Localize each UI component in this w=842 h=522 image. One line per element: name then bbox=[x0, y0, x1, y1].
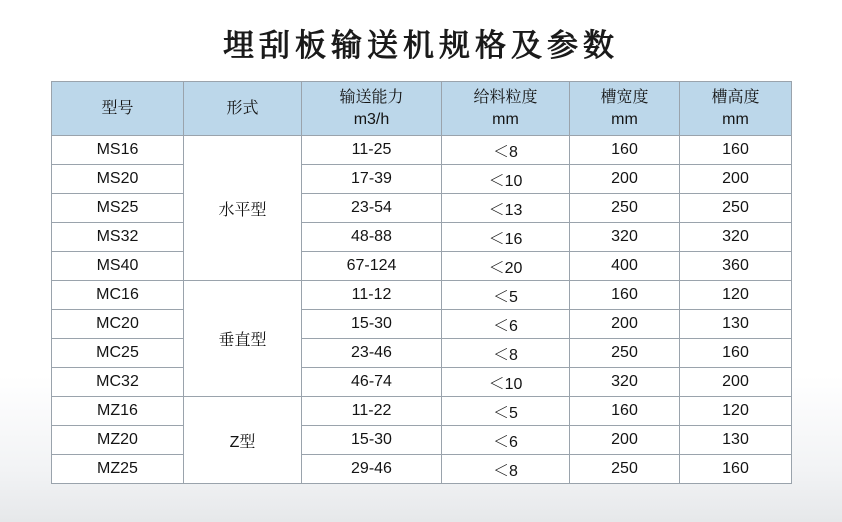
cell-capacity: 23-46 bbox=[302, 339, 442, 368]
cell-groove-width: 320 bbox=[570, 223, 680, 252]
cell-capacity: 15-30 bbox=[302, 426, 442, 455]
cell-capacity: 17-39 bbox=[302, 165, 442, 194]
table-header bbox=[52, 82, 792, 136]
table-row bbox=[52, 136, 792, 165]
table-row bbox=[52, 281, 792, 310]
cell-groove-height: 360 bbox=[680, 252, 792, 281]
table-row bbox=[52, 310, 792, 339]
table-row bbox=[52, 426, 792, 455]
cell-groove-height: 320 bbox=[680, 223, 792, 252]
cell-groove-width: 160 bbox=[570, 136, 680, 165]
cell-model: MC20 bbox=[52, 310, 184, 339]
table-row bbox=[52, 368, 792, 397]
column-header-form-line1: 形式 bbox=[226, 99, 259, 117]
cell-model: MC25 bbox=[52, 339, 184, 368]
cell-groove-width: 250 bbox=[570, 194, 680, 223]
cell-groove-height: 200 bbox=[680, 165, 792, 194]
cell-groove-width: 250 bbox=[570, 339, 680, 368]
cell-form-group: Z型 bbox=[184, 397, 302, 484]
cell-groove-height: 250 bbox=[680, 194, 792, 223]
cell-granularity: ＜5 bbox=[442, 397, 570, 426]
cell-groove-height: 130 bbox=[680, 310, 792, 339]
table-header-row bbox=[52, 82, 792, 136]
cell-groove-width: 320 bbox=[570, 368, 680, 397]
cell-model: MS32 bbox=[52, 223, 184, 252]
cell-groove-width: 200 bbox=[570, 310, 680, 339]
cell-form-group: 垂直型 bbox=[184, 281, 302, 397]
column-header-form bbox=[184, 82, 302, 136]
specification-table bbox=[51, 81, 792, 484]
column-header-model-line1: 型号 bbox=[101, 99, 134, 117]
cell-groove-height: 200 bbox=[680, 368, 792, 397]
column-header-groove-height-line1: 槽高度 bbox=[711, 88, 760, 106]
cell-capacity: 11-12 bbox=[302, 281, 442, 310]
cell-capacity: 11-25 bbox=[302, 136, 442, 165]
cell-groove-height: 160 bbox=[680, 455, 792, 484]
cell-capacity: 46-74 bbox=[302, 368, 442, 397]
cell-granularity: ＜8 bbox=[442, 339, 570, 368]
table-row bbox=[52, 165, 792, 194]
cell-groove-height: 130 bbox=[680, 426, 792, 455]
cell-capacity: 11-22 bbox=[302, 397, 442, 426]
cell-groove-width: 250 bbox=[570, 455, 680, 484]
table-row bbox=[52, 223, 792, 252]
column-header-groove-height-unit: mm bbox=[722, 110, 749, 128]
column-header-groove-height bbox=[680, 82, 792, 136]
cell-granularity: ＜8 bbox=[442, 136, 570, 165]
column-header-groove-width-line1: 槽宽度 bbox=[600, 88, 649, 106]
cell-model: MS16 bbox=[52, 136, 184, 165]
cell-granularity: ＜13 bbox=[442, 194, 570, 223]
table-row bbox=[52, 194, 792, 223]
column-header-granularity-unit: mm bbox=[492, 110, 519, 128]
cell-groove-width: 200 bbox=[570, 426, 680, 455]
spec-table-container bbox=[51, 81, 791, 484]
column-header-groove-width-unit: mm bbox=[611, 110, 638, 128]
cell-granularity: ＜20 bbox=[442, 252, 570, 281]
cell-capacity: 48-88 bbox=[302, 223, 442, 252]
cell-granularity: ＜5 bbox=[442, 281, 570, 310]
cell-model: MS40 bbox=[52, 252, 184, 281]
cell-groove-width: 400 bbox=[570, 252, 680, 281]
table-row bbox=[52, 455, 792, 484]
cell-capacity: 29-46 bbox=[302, 455, 442, 484]
cell-granularity: ＜8 bbox=[442, 455, 570, 484]
cell-groove-width: 160 bbox=[570, 397, 680, 426]
cell-model: MS25 bbox=[52, 194, 184, 223]
cell-model: MZ25 bbox=[52, 455, 184, 484]
column-header-groove-width bbox=[570, 82, 680, 136]
column-header-granularity bbox=[442, 82, 570, 136]
cell-granularity: ＜10 bbox=[442, 165, 570, 194]
cell-groove-width: 160 bbox=[570, 281, 680, 310]
column-header-model bbox=[52, 82, 184, 136]
cell-form-group: 水平型 bbox=[184, 136, 302, 281]
cell-granularity: ＜10 bbox=[442, 368, 570, 397]
cell-groove-height: 120 bbox=[680, 281, 792, 310]
cell-groove-height: 160 bbox=[680, 339, 792, 368]
cell-groove-height: 160 bbox=[680, 136, 792, 165]
column-header-capacity bbox=[302, 82, 442, 136]
cell-granularity: ＜6 bbox=[442, 310, 570, 339]
cell-groove-height: 120 bbox=[680, 397, 792, 426]
cell-granularity: ＜6 bbox=[442, 426, 570, 455]
table-body bbox=[52, 136, 792, 484]
table-row bbox=[52, 252, 792, 281]
cell-groove-width: 200 bbox=[570, 165, 680, 194]
cell-model: MS20 bbox=[52, 165, 184, 194]
cell-model: MC16 bbox=[52, 281, 184, 310]
page-title: 埋刮板输送机规格及参数 bbox=[223, 28, 619, 63]
cell-granularity: ＜16 bbox=[442, 223, 570, 252]
cell-model: MZ16 bbox=[52, 397, 184, 426]
cell-capacity: 23-54 bbox=[302, 194, 442, 223]
table-row bbox=[52, 339, 792, 368]
cell-capacity: 15-30 bbox=[302, 310, 442, 339]
table-row bbox=[52, 397, 792, 426]
column-header-capacity-line1: 输送能力 bbox=[339, 88, 404, 106]
cell-capacity: 67-124 bbox=[302, 252, 442, 281]
column-header-capacity-unit: m3/h bbox=[353, 110, 390, 128]
cell-model: MZ20 bbox=[52, 426, 184, 455]
column-header-granularity-line1: 给料粒度 bbox=[473, 88, 538, 106]
cell-model: MC32 bbox=[52, 368, 184, 397]
